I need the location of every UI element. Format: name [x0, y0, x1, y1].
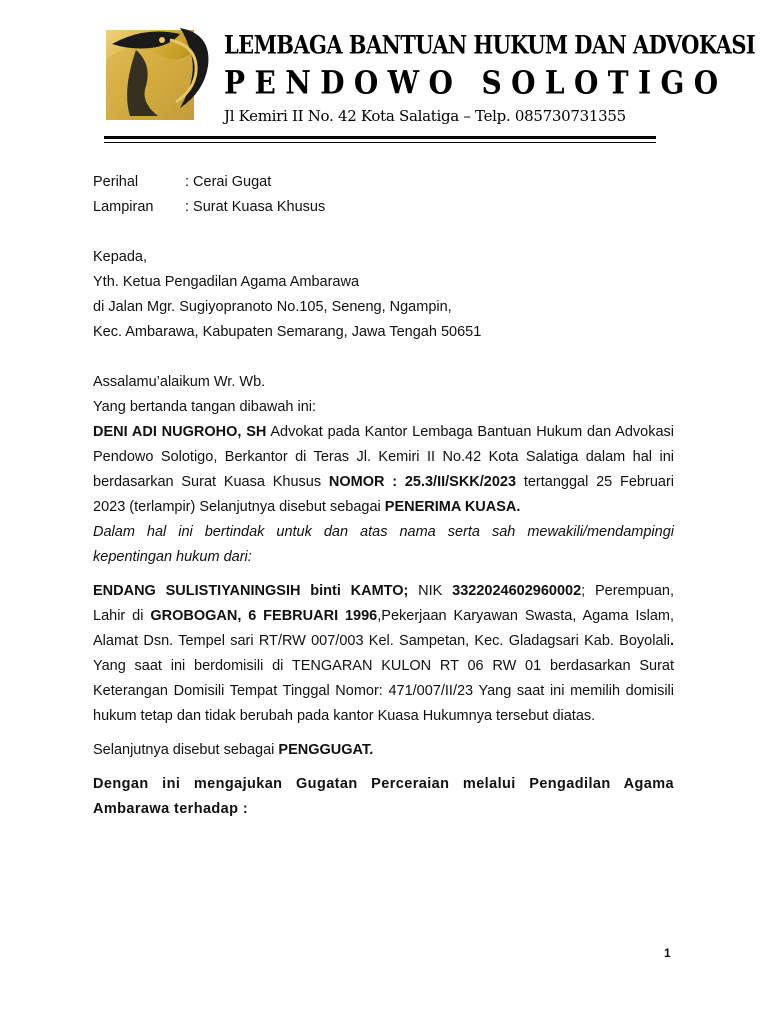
- client-name: ENDANG SULISTIYANINGSIH binti KAMTO;: [93, 583, 409, 599]
- letterhead-text: [224, 30, 756, 125]
- recipient-line-3: Kec. Ambarawa, Kabupaten Semarang, Jawa Tengah 50651: [93, 324, 482, 340]
- perihal-label: Perihal: [93, 174, 139, 190]
- recipient-line-1: Yth. Ketua Pengadilan Agama Ambarawa: [93, 274, 360, 290]
- letterhead-rule-thin: [104, 142, 656, 143]
- lampiran-value: : Surat Kuasa Khusus: [185, 199, 326, 215]
- birth-info: GROBOGAN, 6 FEBRUARI 1996: [150, 608, 378, 624]
- perihal-value: : Cerai Gugat: [185, 174, 272, 190]
- advocate-name: DENI ADI NUGROHO, SH: [93, 424, 267, 440]
- organization-address: Jl Kemiri II No. 42 Kota Salatiga – Telp. 085730731355: [224, 107, 626, 125]
- letterhead-rule-thick: [104, 136, 656, 139]
- salam: Assalamu’alaikum Wr. Wb.: [93, 374, 266, 390]
- client-paragraph: ENDANG SULISTIYANINGSIH binti KAMTO; NIK 3322024602960002; Perempuan, Lahir di GROBOGAN, 6 FEBRUARI 1996,Pekerjaan Karyawan Swasta, Agama Islam, Alamat Dsn. Tempel sari RT/RW 007/003 Kel. Sampetan, Kec. Gladagsari Kab. Boyolali. Yang saat ini berdomisili di TENGARAN KULON RT 06 RW 01 berdasarkan Surat Keterangan Domisili Tempat Tinggal Nomor: 471/007/II/23 Yang saat ini memilih domisili hukum tetap dan tidak berubah pada kantor Kuasa Hukumnya tersebut diatas.: [93, 583, 674, 724]
- skk-number: NOMOR : 25.3/II/SKK/2023: [328, 474, 517, 490]
- penggugat-label: PENGGUGAT.: [278, 742, 374, 758]
- italic-paragraph: Dalam hal ini bertindak untuk dan atas nama serta sah mewakili/mendampingi kepentingan hukum dari:: [93, 524, 674, 565]
- recipient-greeting: Kepada,: [93, 249, 148, 265]
- perihal-row: [93, 170, 674, 195]
- eagle-shield-logo: [100, 20, 216, 124]
- organization-subname: PENDOWO SOLOTIGO: [224, 64, 728, 102]
- lampiran-row: [93, 195, 674, 220]
- nik-value: 3322024602960002: [452, 583, 582, 599]
- penggugat-paragraph: Selanjutnya disebut sebagai PENGGUGAT.: [93, 742, 374, 758]
- penerima-kuasa: PENERIMA KUASA.: [384, 499, 521, 515]
- recipient-line-2: di Jalan Mgr. Sugiyopranoto No.105, Seneng, Ngampin,: [93, 299, 452, 315]
- organization-name: LEMBAGA BANTUAN HUKUM DAN ADVOKASI: [224, 30, 756, 60]
- letter-body: [93, 170, 674, 822]
- page-number: 1: [664, 946, 671, 960]
- advocate-paragraph: DENI ADI NUGROHO, SH Advokat pada Kantor Lembaga Bantuan Hukum dan Advokasi Pendowo Solotigo, Berkantor di Teras Jl. Kemiri II No.42 Kota Salatiga dalam hal ini berdasarkan Surat Kuasa Khusus NOMOR : 25.3/II/SKK/2023 tertanggal 25 Februari 2023 (terlampir) Selanjutnya disebut sebagai PENERIMA KUASA.: [93, 424, 675, 515]
- closing-paragraph: Dengan ini mengajukan Gugatan Perceraian melalui Pengadilan Agama Ambarawa terhadap :: [93, 776, 674, 817]
- intro-line: Yang bertanda tangan dibawah ini:: [93, 399, 317, 415]
- lampiran-label: Lampiran: [93, 199, 154, 215]
